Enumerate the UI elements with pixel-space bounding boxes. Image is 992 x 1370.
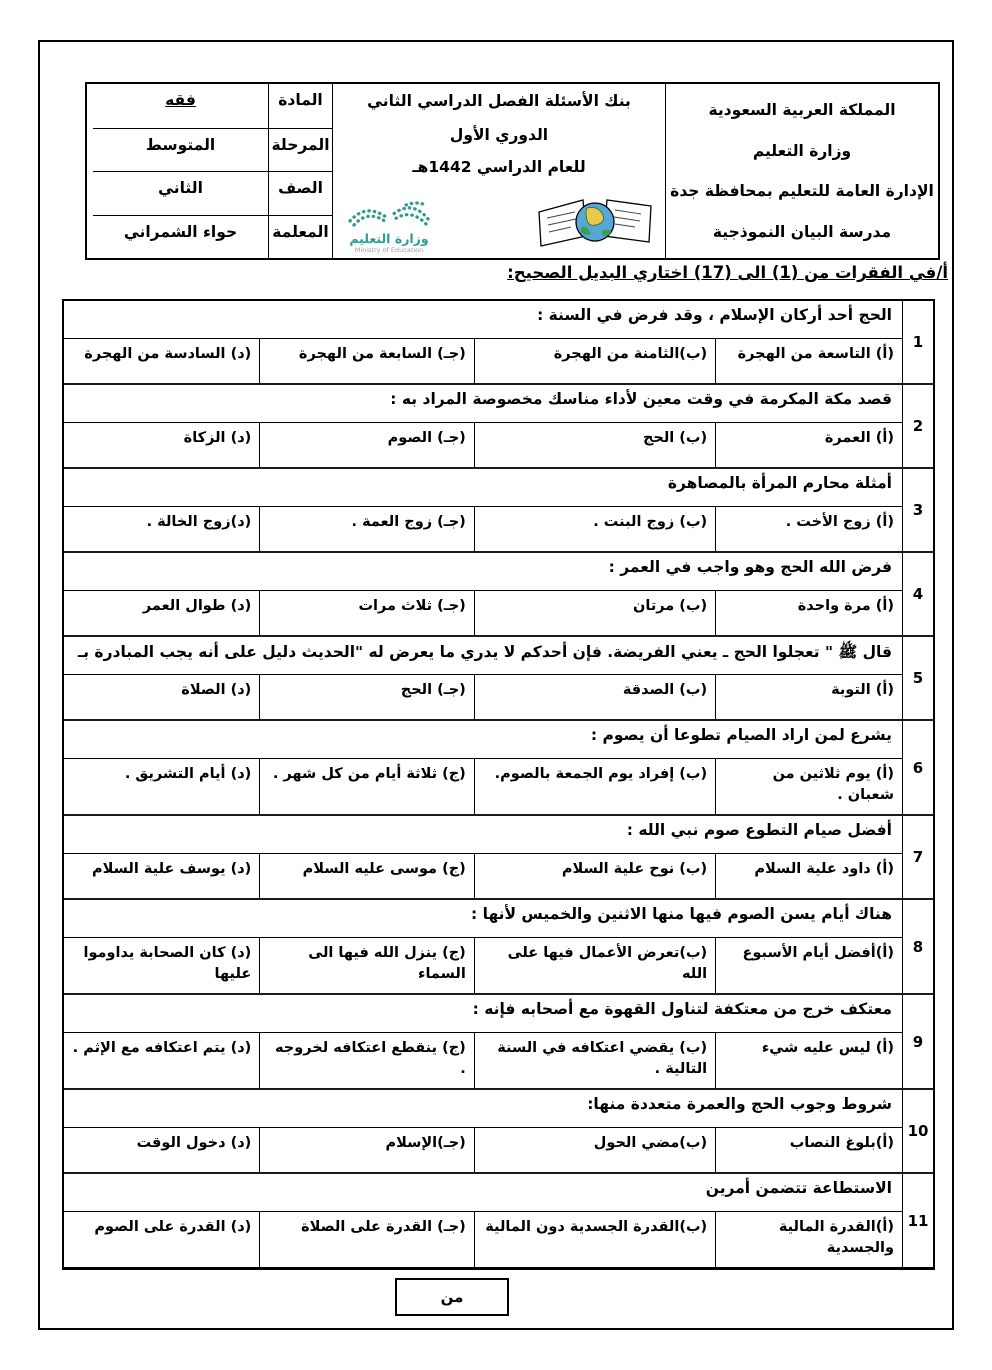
option-c: (ج) ثلاثة أيام من كل شهر . <box>259 759 474 814</box>
question-block <box>64 1088 933 1172</box>
question-options <box>64 591 902 635</box>
question-body <box>64 637 902 719</box>
question-text: يشرع لمن اراد الصيام تطوعا أن يصوم : <box>64 721 902 759</box>
option-b: (ب) نوح علية السلام <box>474 854 715 898</box>
question-options <box>64 507 902 551</box>
header-table <box>85 82 940 260</box>
question-number: 5 <box>902 637 933 719</box>
question-options <box>64 759 902 814</box>
question-body <box>64 900 902 993</box>
ministry-line: وزارة التعليم <box>752 141 852 160</box>
option-c: (جـ) الحج <box>259 675 474 719</box>
question-number: 11 <box>902 1174 933 1267</box>
question-options <box>64 675 902 719</box>
question-number: 3 <box>902 469 933 551</box>
option-b: (ب) الصدقة <box>474 675 715 719</box>
label-teacher: المعلمة <box>269 215 332 259</box>
option-a: (أ)القدرة المالية والجسدية <box>715 1212 902 1267</box>
question-body <box>64 469 902 551</box>
question-text: أمثلة محارم المرأة بالمصاهرة <box>64 469 902 507</box>
option-b: (ب) الحج <box>474 423 715 467</box>
question-text: الاستطاعة تتضمن أمرين <box>64 1174 902 1212</box>
question-body <box>64 995 902 1088</box>
option-b: (ب) يقضي اعتكافه في السنة التالية . <box>474 1033 715 1088</box>
question-options <box>64 1212 902 1267</box>
option-a: (أ) داود علية السلام <box>715 854 902 898</box>
option-d: (د) يتم اعتكافه مع الإثم . <box>72 1040 252 1057</box>
option-c: (ج) ينقطع اعتكافه لخروجه . <box>259 1033 474 1088</box>
option-d: (د) الصلاة <box>181 682 252 698</box>
question-block <box>64 898 933 993</box>
label-subject: المادة <box>278 91 323 109</box>
question-text: شروط وجوب الحج والعمرة متعددة منها: <box>64 1090 902 1128</box>
option-b: (ب) زوج البنت . <box>474 507 715 551</box>
option-a: (أ)بلوغ النصاب <box>715 1128 902 1172</box>
value-grade: الثاني <box>93 171 268 215</box>
option-c: (جـ) الصوم <box>259 423 474 467</box>
option-c: (جـ) القدرة على الصلاة <box>259 1212 474 1267</box>
exam-bank-title: بنك الأسئلة الفصل الدراسي الثاني <box>367 92 631 110</box>
question-number: 10 <box>902 1090 933 1172</box>
value-teacher: حواء الشمراني <box>93 215 268 259</box>
question-block <box>64 383 933 467</box>
value-subject: فقه <box>165 91 196 109</box>
question-text: هناك أيام يسن الصوم فيها منها الاثنين والخميس لأنها : <box>64 900 902 938</box>
option-d: (د) أيام التشريق . <box>124 766 252 782</box>
value-stage: المتوسط <box>93 128 268 172</box>
option-d: (د) دخول الوقت <box>136 1135 252 1152</box>
option-b: (ب)تعرض الأعمال فيها على الله <box>474 938 715 993</box>
school-name-line: مدرسة البيان النموذجية <box>712 222 892 241</box>
option-a: (أ) ليس عليه شيء <box>715 1033 902 1088</box>
info-labels-column <box>268 84 332 258</box>
question-block <box>64 635 933 719</box>
option-d: (د) السادسة من الهجرة <box>84 346 252 362</box>
school-info-block <box>665 84 938 258</box>
option-c: (جـ) السابعة من الهجرة <box>259 339 474 383</box>
question-body <box>64 1090 902 1172</box>
option-a: (أ) التوبة <box>715 675 902 719</box>
question-body <box>64 553 902 635</box>
option-a: (أ) زوج الأخت . <box>715 507 902 551</box>
ministry-logo-subtitle: Ministry of Education <box>354 246 424 254</box>
question-text: قصد مكة المكرمة في وقت معين لأداء مناسك مخصوصة المراد به : <box>64 385 902 423</box>
question-options <box>64 339 902 383</box>
info-values-column <box>93 84 268 258</box>
exam-period: الدوري الأول <box>449 126 549 144</box>
option-b: (ب)القدرة الجسدية دون المالية <box>474 1212 715 1267</box>
exam-title-block <box>332 84 665 258</box>
question-block <box>64 1172 933 1267</box>
directorate-line: الإدارة العامة للتعليم بمحافظة جدة <box>670 182 934 201</box>
question-number: 6 <box>902 721 933 814</box>
option-d: (د) الزكاة <box>183 430 252 446</box>
question-block <box>64 993 933 1088</box>
question-body <box>64 1174 902 1267</box>
question-body <box>64 385 902 467</box>
question-block <box>64 814 933 898</box>
question-body <box>64 816 902 898</box>
question-number: 1 <box>902 301 933 383</box>
option-d: (د) كان الصحابة يداوموا عليها <box>83 945 252 983</box>
option-d: (د) القدرة على الصوم <box>94 1219 252 1236</box>
question-body <box>64 721 902 814</box>
question-text: الحج أحد أركان الإسلام ، وقد فرض في السنة : <box>64 301 902 339</box>
question-block <box>64 551 933 635</box>
ministry-logo <box>339 197 439 254</box>
option-c: (ج) ينزل الله فيها الى السماء <box>259 938 474 993</box>
option-a: (أ) يوم ثلاثين من شعبان . <box>715 759 902 814</box>
option-c: (جـ) ثلاث مرات <box>259 591 474 635</box>
question-block <box>64 467 933 551</box>
question-number: 2 <box>902 385 933 467</box>
question-number: 8 <box>902 900 933 993</box>
question-number: 4 <box>902 553 933 635</box>
label-stage: المرحلة <box>269 128 332 172</box>
option-b: (ب) إفراد يوم الجمعة بالصوم. <box>474 759 715 814</box>
question-text: أفضل صيام التطوع صوم نبي الله : <box>64 816 902 854</box>
ministry-logo-title: وزارة التعليم <box>349 231 429 246</box>
question-options <box>64 1128 902 1172</box>
option-d: (د) طوال العمر <box>142 598 252 614</box>
option-b: (ب)الثامنة من الهجرة <box>474 339 715 383</box>
questions-table <box>62 299 935 1270</box>
option-c: (جـ) زوج العمة . <box>259 507 474 551</box>
question-text: معتكف خرج من معتكفة لتناول القهوة مع أصحابه فإنه : <box>64 995 902 1033</box>
question-body <box>64 301 902 383</box>
question-number: 7 <box>902 816 933 898</box>
question-text: فرض الله الحج وهو واجب في العمر : <box>64 553 902 591</box>
option-d: (د)زوج الخالة . <box>146 514 252 530</box>
question-options <box>64 854 902 898</box>
question-number: 9 <box>902 995 933 1088</box>
question-options <box>64 938 902 993</box>
question-options <box>64 1033 902 1088</box>
option-c: (ج) موسى عليه السلام <box>259 854 474 898</box>
option-a: (أ)أفضل أيام الأسبوع <box>715 938 902 993</box>
option-b: (ب)مضي الحول <box>474 1128 715 1172</box>
question-block <box>64 719 933 814</box>
exam-year: للعام الدراسي 1442هـ <box>412 158 586 176</box>
option-a: (أ) العمرة <box>715 423 902 467</box>
label-grade: الصف <box>269 171 332 215</box>
option-c: (جـ)الإسلام <box>259 1128 474 1172</box>
page-footer-box: من <box>395 1278 509 1316</box>
option-a: (أ) مرة واحدة <box>715 591 902 635</box>
ministry-logo-emblem <box>346 197 432 227</box>
question-options <box>64 423 902 467</box>
option-b: (ب) مرتان <box>474 591 715 635</box>
question-block <box>64 301 933 383</box>
option-a: (أ) التاسعة من الهجرة <box>715 339 902 383</box>
school-stamp-logo <box>531 196 659 254</box>
option-d: (د) يوسف علية السلام <box>92 861 252 878</box>
section-instruction: أ/في الفقرات من (1) الى (17) اختاري البديل الصحيح: <box>507 263 948 282</box>
country-line: المملكة العربية السعودية <box>708 101 896 120</box>
question-text: قال ﷺ " تعجلوا الحج ـ يعني الفريضة. فإن أحدكم لا يدري ما يعرض له "الحديث دليل على أنه يجب المبادرة بـ <box>64 637 902 675</box>
